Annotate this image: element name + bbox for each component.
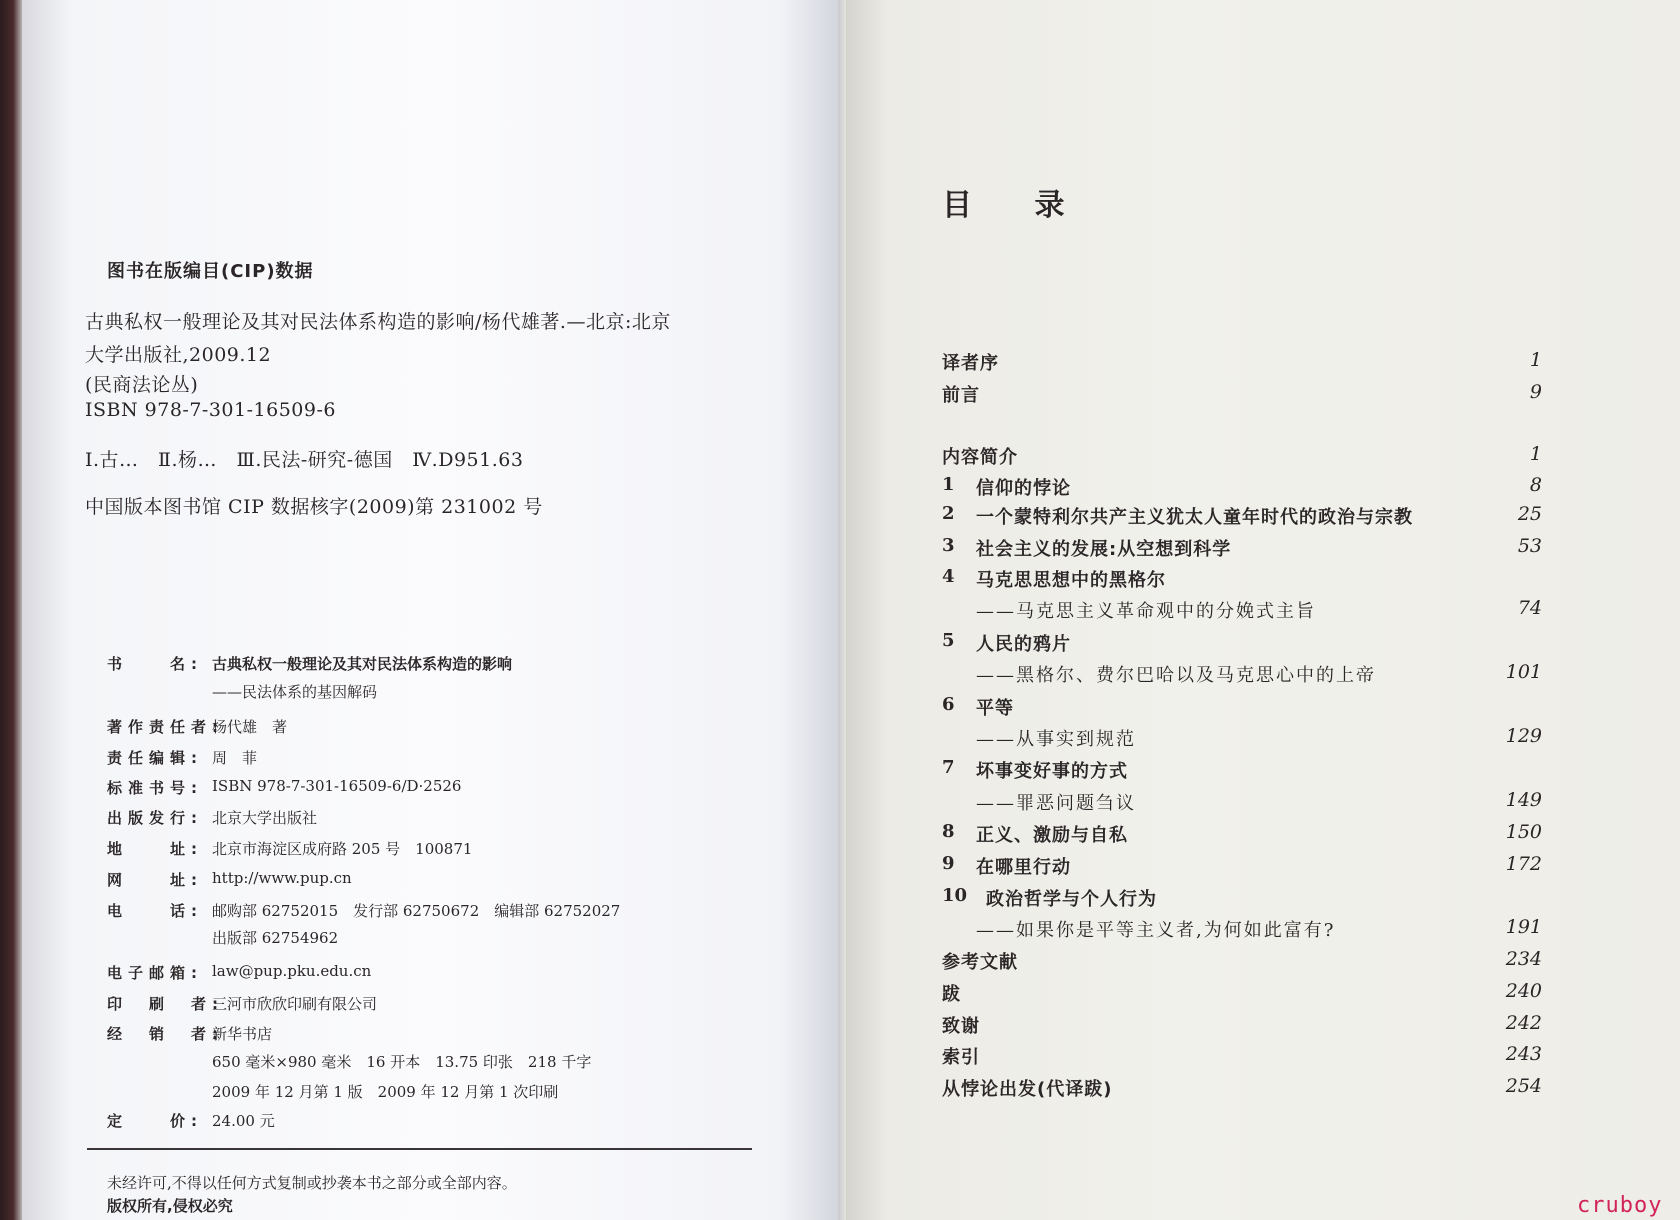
toc-entry-title: 从悖论出发(代译跋) [942, 1079, 1113, 1100]
cip-line: 古典私权一般理论及其对民法体系构造的影响/杨代雄著.—北京:北京 [85, 311, 671, 333]
cip-title: 图书在版编目(CIP)数据 [107, 261, 314, 282]
toc-entry[interactable] [942, 694, 1542, 722]
toc-entry-page: 25 [1517, 503, 1542, 525]
toc-entry-page: 101 [1505, 661, 1542, 683]
publisher: 北京大学出版社 [212, 809, 318, 827]
toc-entry-number: 10 [942, 885, 968, 906]
toc-heading: 目 录 [942, 188, 1091, 223]
cip-line: 大学出版社,2009.12 [85, 344, 272, 366]
editor: 周 菲 [212, 749, 258, 767]
book-edition: 2009 年 12 月第 1 版 2009 年 12 月第 1 次印刷 [212, 1083, 559, 1101]
toc-entry[interactable] [942, 535, 1542, 563]
phone: 邮购部 62752015 发行部 62750672 编辑部 62752027 [212, 902, 621, 920]
toc-entry-title: 平等 [976, 698, 1014, 719]
toc-entry-number: 7 [942, 757, 955, 778]
toc-entry-subtitle: ——从事实到规范 [976, 729, 1136, 750]
toc-entry-title: 社会主义的发展:从空想到科学 [976, 539, 1232, 560]
toc-entry-title: 内容简介 [942, 447, 1018, 468]
toc-entry-page: 234 [1505, 948, 1542, 970]
printer: 三河市欣欣印刷有限公司 [212, 995, 378, 1013]
toc-entry-number: 4 [942, 566, 955, 587]
watermark: cruboy [1577, 1193, 1663, 1218]
colophon-email [107, 962, 372, 983]
toc-entry-page: 9 [1529, 381, 1542, 403]
colophon-label: 印 刷 者: [107, 995, 224, 1013]
cip-line: 中国版本图书馆 CIP 数据核字(2009)第 231002 号 [85, 496, 543, 518]
book-edge [0, 0, 22, 1220]
toc-entry-page: 191 [1505, 916, 1542, 938]
colophon-label: 电 话: [107, 902, 203, 920]
colophon-editor [107, 747, 258, 768]
colophon-label: 经 销 者: [107, 1025, 224, 1043]
colophon-printer [107, 993, 378, 1014]
book-name: 古典私权一般理论及其对民法体系构造的影响 [212, 655, 513, 673]
toc-entry[interactable] [942, 853, 1542, 881]
colophon-author [107, 716, 288, 737]
toc-entry-page: 74 [1517, 597, 1542, 619]
toc-entry-title: 前言 [942, 385, 980, 406]
toc-entry[interactable] [942, 503, 1542, 531]
colophon-label: 地 址: [107, 840, 203, 858]
toc-entry-title: 人民的鸦片 [976, 634, 1071, 655]
toc-entry[interactable] [942, 1043, 1542, 1071]
colophon-label: 电子邮箱: [107, 964, 203, 982]
colophon-book-name [107, 653, 513, 674]
colophon-label: 著作责任者: [107, 718, 224, 736]
toc-entry-title: 在哪里行动 [976, 857, 1071, 878]
book-format: 650 毫米×980 毫米 16 开本 13.75 印张 218 千字 [212, 1053, 592, 1071]
toc-entry-title: 坏事变好事的方式 [976, 761, 1128, 782]
colophon-label: 定 价: [107, 1112, 203, 1130]
colophon-address [107, 838, 473, 859]
toc-entry-title: 索引 [942, 1047, 980, 1068]
toc-entry-page: 1 [1529, 443, 1542, 465]
colophon-label: 责任编辑: [107, 749, 203, 767]
toc-entry-page: 150 [1505, 821, 1542, 843]
price: 24.00 元 [212, 1112, 275, 1130]
cip-line: Ⅰ.古… Ⅱ.杨… Ⅲ.民法-研究-德国 Ⅳ.D951.63 [85, 449, 524, 471]
address: 北京市海淀区成府路 205 号 100871 [212, 840, 473, 858]
author: 杨代雄 著 [212, 718, 288, 736]
toc-entry-page: 8 [1529, 474, 1542, 496]
distributor: 新华书店 [212, 1025, 273, 1043]
toc-entry-subtitle-row [976, 597, 1542, 625]
toc-entry-subtitle-row [976, 916, 1542, 944]
toc-entry-page: 129 [1505, 725, 1542, 747]
toc-entry[interactable] [942, 381, 1542, 409]
email: law@pup.pku.edu.cn [212, 962, 372, 980]
isbn: ISBN 978-7-301-16509-6/D·2526 [212, 777, 462, 795]
toc-entry[interactable] [942, 566, 1542, 594]
toc-entry-subtitle: ——如果你是平等主义者,为何如此富有? [976, 920, 1336, 941]
colophon-label: 书 名: [107, 655, 203, 673]
toc-entry[interactable] [942, 948, 1542, 976]
colophon-label: 标准书号: [107, 779, 203, 797]
colophon-label: 网 址: [107, 871, 203, 889]
toc-entry-page: 172 [1505, 853, 1542, 875]
toc-entry-page: 53 [1517, 535, 1542, 557]
toc-entry-title: 马克思思想中的黑格尔 [976, 570, 1166, 591]
toc-entry-number: 1 [942, 474, 955, 495]
phone-2: 出版部 62754962 [212, 929, 339, 947]
colophon-distributor [107, 1023, 273, 1044]
toc-entry-number: 8 [942, 821, 955, 842]
toc-entry[interactable] [942, 443, 1542, 471]
toc-entry-number: 6 [942, 694, 955, 715]
toc-entry-page: 1 [1529, 349, 1542, 371]
toc-entry-page: 242 [1505, 1012, 1542, 1034]
toc-entry[interactable] [942, 757, 1542, 785]
toc-entry-title: 译者序 [942, 353, 999, 374]
colophon-label: 出版发行: [107, 809, 203, 827]
copyright-line: 版权所有,侵权必究 [107, 1197, 233, 1215]
cip-line: (民商法论丛) [85, 374, 199, 396]
toc-entry-title: 政治哲学与个人行为 [986, 889, 1157, 910]
toc-entry-page: 254 [1505, 1075, 1542, 1097]
toc-entry-title: 跋 [942, 984, 961, 1005]
toc-entry[interactable] [942, 630, 1542, 658]
toc-entry[interactable] [942, 349, 1542, 377]
copyright-notice: 未经许可,不得以任何方式复制或抄袭本书之部分或全部内容。 [107, 1174, 517, 1192]
toc-entry-page: 243 [1505, 1043, 1542, 1065]
toc-entry-subtitle: ——马克思主义革命观中的分娩式主旨 [976, 601, 1316, 622]
toc-entry-subtitle: ——黑格尔、费尔巴哈以及马克思心中的上帝 [976, 665, 1376, 686]
footer-rule [87, 1148, 752, 1150]
toc-entry[interactable] [942, 1075, 1542, 1103]
toc-entry[interactable] [942, 885, 1542, 913]
toc-entry-title: 致谢 [942, 1016, 980, 1037]
cip-line: ISBN 978-7-301-16509-6 [85, 399, 336, 421]
toc-entry-title: 正义、激励与自私 [976, 825, 1128, 846]
toc-entry-page: 240 [1505, 980, 1542, 1002]
toc-entry[interactable] [942, 980, 1542, 1008]
toc-entry-number: 5 [942, 630, 955, 651]
toc-entry[interactable] [942, 821, 1542, 849]
colophon-price [107, 1110, 275, 1131]
toc-entry-number: 9 [942, 853, 955, 874]
toc-entry[interactable] [942, 1012, 1542, 1040]
website: http://www.pup.cn [212, 869, 352, 887]
toc-entry-subtitle-row [976, 725, 1542, 753]
colophon-phone [107, 900, 621, 921]
toc-entry-page: 149 [1505, 789, 1542, 811]
toc-entry-number: 3 [942, 535, 955, 556]
book-subtitle: ——民法体系的基因解码 [212, 683, 378, 701]
colophon-isbn [107, 777, 462, 798]
toc-entry-subtitle-row [976, 661, 1542, 689]
toc-entry-subtitle-row [976, 789, 1542, 817]
toc-entry-number: 2 [942, 503, 955, 524]
colophon-publisher [107, 807, 318, 828]
toc-entry-title: 信仰的悖论 [976, 478, 1071, 499]
toc-entry-title: 参考文献 [942, 952, 1018, 973]
toc-entry-title: 一个蒙特利尔共产主义犹太人童年时代的政治与宗教 [976, 507, 1413, 528]
copyright-page [22, 0, 846, 1220]
colophon-website [107, 869, 352, 890]
toc-entry[interactable] [942, 474, 1542, 502]
toc-entry-subtitle: ——罪恶问题刍议 [976, 793, 1136, 814]
